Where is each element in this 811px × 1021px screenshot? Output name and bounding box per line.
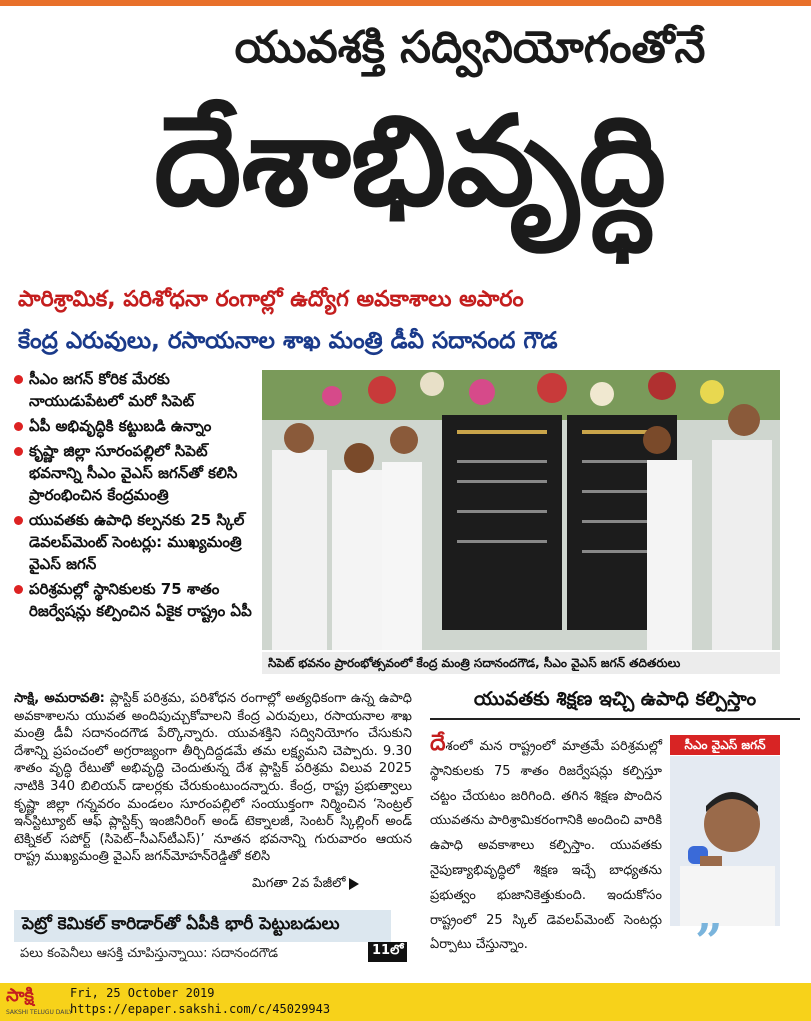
inauguration-photo-illustration (262, 370, 780, 650)
headline-kicker: యువశక్తి సద్వినియోగంతోనే (234, 22, 706, 73)
bullet-dot-icon (14, 375, 23, 384)
bullet-item: ఏపీ అభివృద్ధికి కట్టుబడి ఉన్నాం (14, 415, 259, 437)
continued-note: మిగతా 2వ పేజీలో (252, 876, 359, 894)
sidebar-text: శంలో మన రాష్ట్రంలో మాత్రమే పరిశ్రమల్లో స్థానికులకు 75 శాతం రిజర్వేషన్లు కల్పిస్తూ చట్టం చేయటం జరిగింది. తగిన శిక్షణ పొందిన యువతను పారిశ్రామికరంగానికి అందించి వారికి ఉపాధి అవకాశాలు కల్పిస్తాం. యువతకు నైపుణ్యాభివృద్ధిలో శిక్షణ ఇచ్చే బాధ్యతను ప్రభుత్వం భుజానికెత్తుకుంది. ఇందుకోసం రాష్ట్రంలో 25 స్కిల్ డెవలప్‌మెంట్ సెంటర్లు ఏర్పాటు చేస్తున్నాం. (430, 739, 662, 953)
sidebar-body (430, 732, 662, 958)
quote-mark-icon: ” (695, 914, 723, 970)
bullet-dot-icon (14, 422, 23, 431)
epaper-url[interactable]: https://epaper.sakshi.com/c/45029943 (70, 1002, 331, 1016)
sidebar-heading: యువతకు శిక్షణ ఇచ్చి ఉపాధి కల్పిస్తాం (473, 688, 757, 710)
photo-caption: సిపెట్ భవనం ప్రారంభోత్సవంలో కేంద్ర మంత్రి సదానందగౌడ, సీఎం వైఎస్ జగన్ తదితరులు (262, 652, 780, 674)
article-text: ప్లాస్టిక్ పరిశ్రమ, పరిశోధన రంగాల్లో అత్యధికంగా ఉన్న ఉపాధి అవకాశాలను యువత అందిపుచ్చుకోవాలని కేంద్ర ఎరువులు, రసాయనాల శాఖ మంత్రి డీవీ సదానందగౌడ పేర్కొన్నారు. యువశక్తిని సద్వినియోగం చేసుకుని దేశాన్ని ప్రపంచంలో అగ్రరాజ్యంగా తీర్చిదిద్దడమే తమ లక్ష్యమని చెప్పారు. 9.30 శాతం వృద్ధి రేటుతో అభివృద్ధి చెందుతున్న దేశ ప్లాస్టిక్ పరిశ్రమ విలువ 2025 నాటికి 340 బిలియన్ డాలర్లకు చేరుకుంటుందన్నారు. కేంద్ర, రాష్ట్ర ప్రభుత్వాలు కృష్ణా జిల్లా గన్నవరం మండలం సూరంపల్లిలో సంయుక్తంగా నిర్మించిన ‘సెంట్రల్ ఇన్‌స్టిట్యూట్ ఆఫ్ ప్లాస్టిక్స్ ఇంజినీరింగ్ అండ్ టెక్నాలజీ, సెంటర్ స్కిల్లింగ్ అండ్ టెక్నికల్ సపోర్ట్ (సిపెట్–సీఎస్‌టీఎస్)’ నూతన భవనాన్ని గురువారం ఆయన రాష్ట్ర ముఖ్యమంత్రి వైఎస్ జగన్‌మోహన్‌రెడ్డితో కలిసి (14, 691, 412, 865)
sidebar-heading-rule (430, 718, 800, 720)
bullet-item: సీఎం జగన్ కోరిక మేరకు నాయుడుపేటలో మరో సిపెట్ (14, 368, 259, 412)
bullet-list (14, 368, 259, 625)
related-story-subtitle: పలు కంపెనీలు ఆసక్తి చూపిస్తున్నాయి: సదానందగౌడ (20, 946, 279, 961)
continue-arrow-icon (349, 878, 359, 890)
drop-cap: దే (430, 731, 446, 756)
bullet-dot-icon (14, 516, 23, 525)
sakshi-logo[interactable] (4, 985, 73, 1019)
page-reference-badge: 11లో (368, 942, 407, 962)
bullet-item: యువతకు ఉపాధి కల్పనకు 25 స్కిల్ డెవలప్‌మెంట్ సెంటర్లు: ముఖ్యమంత్రి వైఎస్ జగన్ (14, 509, 259, 575)
cm-label: సీఎం వైఎస్ జగన్ (670, 735, 780, 755)
subheadline-2: కేంద్ర ఎరువులు, రసాయనాల శాఖ మంత్రి డీవీ సదానంద గౌడ (18, 328, 558, 354)
logo-name: సాక్షి (6, 985, 34, 1006)
related-story-title: పెట్రో కెమికల్ కారిడార్‌తో ఏపీకి భారీ పెట్టుబడులు (22, 914, 340, 934)
bullet-item: కృష్ణా జిల్లా సూరంపల్లిలో సిపెట్ భవనాన్ని సీఎం వైఎస్ జగన్‌తో కలిసి ప్రారంభించిన కేంద్రమంత్రి (14, 440, 259, 506)
cm-photo-illustration (670, 756, 780, 926)
bullet-dot-icon (14, 585, 23, 594)
bullet-item: పరిశ్రమల్లో స్థానికులకు 75 శాతం రిజర్వేషన్లు కల్పించిన ఏకైక రాష్ట్రం ఏపీ (14, 578, 259, 622)
related-story-box (14, 910, 391, 942)
subheadline-1: పారిశ్రామిక, పరిశోధనా రంగాల్లో ఉద్యోగ అవకాశాలు అపారం (18, 287, 524, 312)
main-headline: దేశాభివృద్ధి (153, 90, 667, 234)
inauguration-photo (262, 370, 780, 650)
article-dateline: సాక్షి, అమరావతి: (14, 691, 105, 706)
logo-tagline: SAKSHI TELUGU DAILY (6, 1009, 73, 1016)
edition-date: Fri, 25 October 2019 (70, 986, 215, 1000)
top-color-bar (0, 0, 811, 6)
cm-photo (670, 756, 780, 926)
bullet-dot-icon (14, 447, 23, 456)
main-article-body (14, 690, 412, 866)
